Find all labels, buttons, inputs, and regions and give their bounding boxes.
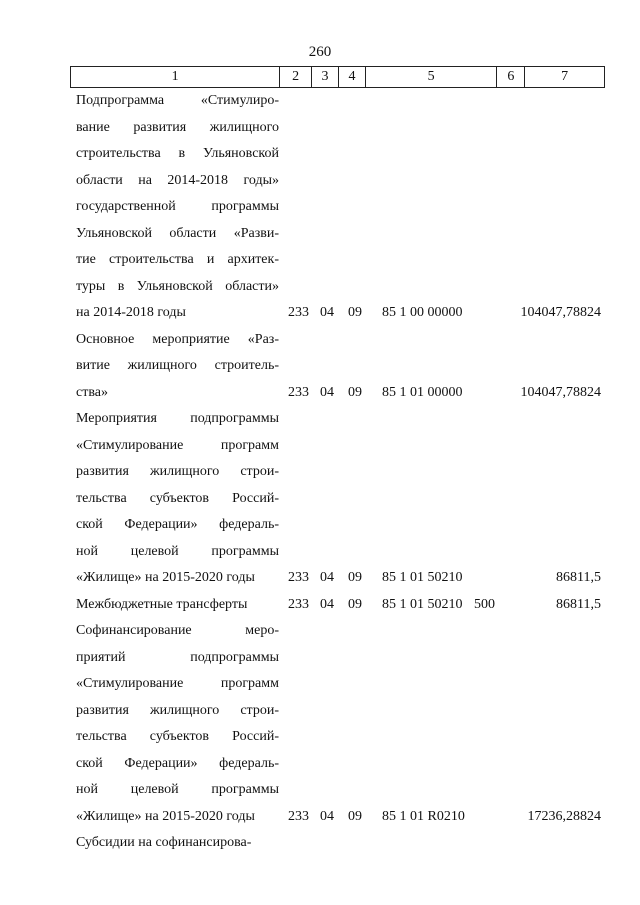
description-line: витие жилищного строитель- [76, 358, 279, 373]
row-subsection: 09 [348, 808, 362, 824]
description-line: «Стимулирование программ [76, 676, 279, 691]
description-line: Субсидии на софинансирова- [76, 835, 252, 850]
table-header [70, 66, 605, 88]
row-subsection: 09 [348, 570, 362, 585]
description-line: тельства субъектов Россий- [76, 490, 279, 506]
description-line: Подпрограмма «Стимулиро- [76, 93, 279, 108]
row-description [76, 830, 279, 857]
row-admin-code: 233 [288, 808, 309, 824]
row-subsection: 09 [348, 384, 362, 400]
row-admin-code: 233 [288, 384, 309, 400]
table-row [70, 830, 605, 857]
row-description [76, 406, 279, 592]
description-line: Софинансирование меро- [76, 623, 279, 638]
description-line: развития жилищного строи- [76, 702, 279, 718]
table-row [70, 618, 605, 830]
header-col-7: 7 [561, 69, 569, 84]
row-subsection: 09 [348, 305, 362, 320]
row-target-article: 85 1 01 00000 [382, 384, 463, 400]
row-admin-code: 233 [288, 570, 309, 585]
header-col-4: 4 [339, 67, 366, 87]
row-section: 04 [320, 570, 334, 585]
row-amount: 17236,28824 [527, 808, 601, 824]
row-section: 04 [320, 596, 334, 612]
header-col-5: 5 [366, 67, 498, 87]
description-line: тельства субъектов Россий- [76, 729, 279, 744]
header-col-3: 3 [312, 67, 339, 87]
description-line: вание развития жилищного [76, 119, 279, 135]
row-subsection: 09 [348, 596, 362, 612]
description-line: «Жилище» на 2015-2020 годы [76, 808, 255, 824]
description-line: Ульяновской области «Разви- [76, 225, 279, 241]
row-description [76, 618, 279, 830]
row-description [76, 327, 279, 407]
table-row [70, 406, 605, 592]
description-line: ства» [76, 384, 108, 400]
description-line: области на 2014-2018 годы» [76, 172, 279, 188]
row-amount: 86811,5 [556, 570, 601, 585]
description-line: тие строительства и архитек- [76, 252, 279, 267]
description-line: ской Федерации» федераль- [76, 517, 279, 532]
description-line: ной целевой программы [76, 782, 279, 797]
description-line: туры в Ульяновской области» [76, 278, 279, 294]
row-amount: 104047,78824 [520, 384, 601, 400]
page-number: 260 [308, 44, 332, 60]
header-col-6: 6 [497, 67, 525, 87]
description-line: на 2014-2018 годы [76, 305, 186, 320]
description-line: строительства в Ульяновской [76, 146, 279, 161]
row-section: 04 [320, 808, 334, 824]
description-line: ской Федерации» федераль- [76, 755, 279, 771]
row-admin-code: 233 [288, 596, 309, 612]
row-description [76, 592, 279, 619]
description-line: ной целевой программы [76, 543, 279, 559]
table-row [70, 88, 605, 327]
row-target-article: 85 1 01 50210 [382, 596, 463, 612]
row-target-article: 85 1 00 00000 [382, 305, 463, 320]
header-col-1: 1 [71, 67, 280, 87]
row-amount: 86811,5 [556, 596, 601, 612]
description-line: приятий подпрограммы [76, 649, 279, 665]
description-line: государственной программы [76, 199, 279, 214]
description-line: Межбюджетные трансферты [76, 596, 248, 612]
row-target-article: 85 1 01 R0210 [382, 808, 465, 824]
table-row [70, 327, 605, 407]
description-line: Основное мероприятие «Раз- [76, 331, 279, 347]
row-admin-code: 233 [288, 305, 309, 320]
row-amount: 104047,78824 [520, 305, 601, 320]
row-description [76, 88, 279, 327]
table-row [70, 592, 605, 619]
row-section: 04 [320, 384, 334, 400]
row-target-article: 85 1 01 50210 [382, 570, 463, 585]
description-line: «Стимулирование программ [76, 437, 279, 453]
row-expense-type: 500 [474, 596, 495, 612]
header-col-2: 2 [280, 67, 312, 87]
description-line: развития жилищного строи- [76, 464, 279, 479]
description-line: «Жилище» на 2015-2020 годы [76, 570, 255, 585]
row-section: 04 [320, 305, 334, 320]
description-line: Мероприятия подпрограммы [76, 411, 279, 426]
